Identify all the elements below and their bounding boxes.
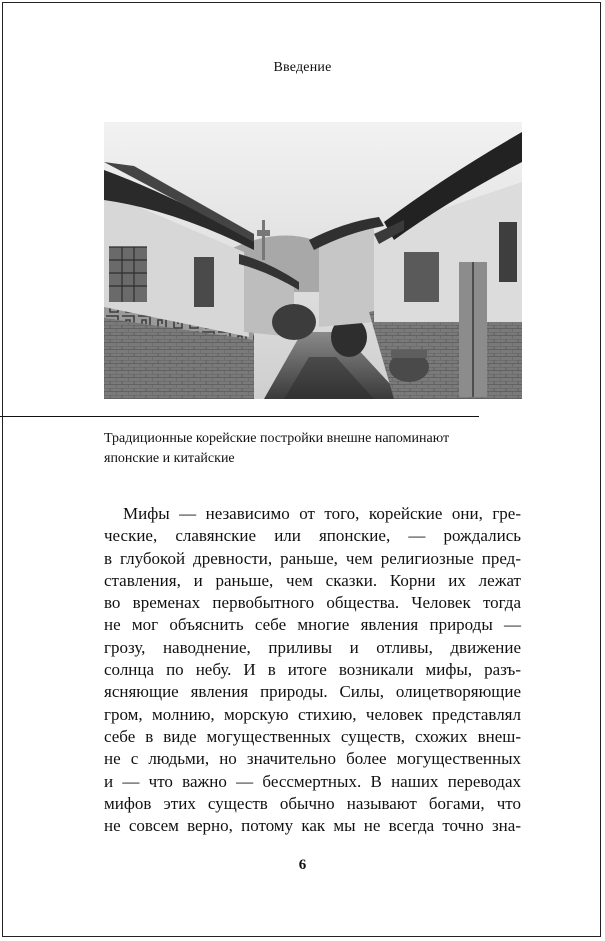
figure-photo: [104, 122, 522, 399]
caption-rule: [0, 416, 479, 417]
body-paragraph: [104, 503, 521, 837]
body-line: ческие, славянские или японские, — рождались: [104, 526, 521, 546]
body-line: себе в виде могущественных существ, схожих внеш-: [104, 726, 521, 746]
caption-line: японские и китайские: [104, 451, 235, 466]
body-line: Мифы — независимо от того, корейские они, гре-: [123, 504, 521, 523]
body-line: не совсем верно, потому как мы не всегда точно зна-: [104, 816, 521, 836]
hanok-alley-photo: [104, 122, 522, 399]
running-head: Введение: [273, 60, 332, 75]
body-line: не мог объяснить себе многие явления природы —: [104, 615, 521, 635]
body-line: в глубокой древности, раньше, чем религиозные пред-: [104, 548, 521, 568]
body-line: мифов этих существ обычно называют богами, что: [104, 793, 521, 813]
body-line: не с людьми, но значительно более могущественных: [104, 749, 521, 769]
body-line: во временах первобытного общества. Человек тогда: [104, 593, 521, 613]
page-number: 6: [298, 857, 307, 873]
body-line: грозу, наводнение, приливы и отливы, движение: [104, 637, 521, 657]
body-line: ясняющие явления природы. Силы, олицетворяющие: [104, 682, 521, 702]
caption-line: Традиционные корейские постройки внешне напоминают: [104, 431, 450, 446]
figure-caption: [104, 429, 524, 469]
body-line: солнца по небу. И в итоге возникали мифы, разъ-: [104, 660, 521, 680]
body-line: гром, молнию, морскую стихию, человек представлял: [104, 704, 521, 724]
body-line: ставления, и раньше, чем сказки. Корни их лежат: [104, 570, 521, 590]
body-line: и — что важно — бессмертных. В наших переводах: [104, 771, 521, 791]
